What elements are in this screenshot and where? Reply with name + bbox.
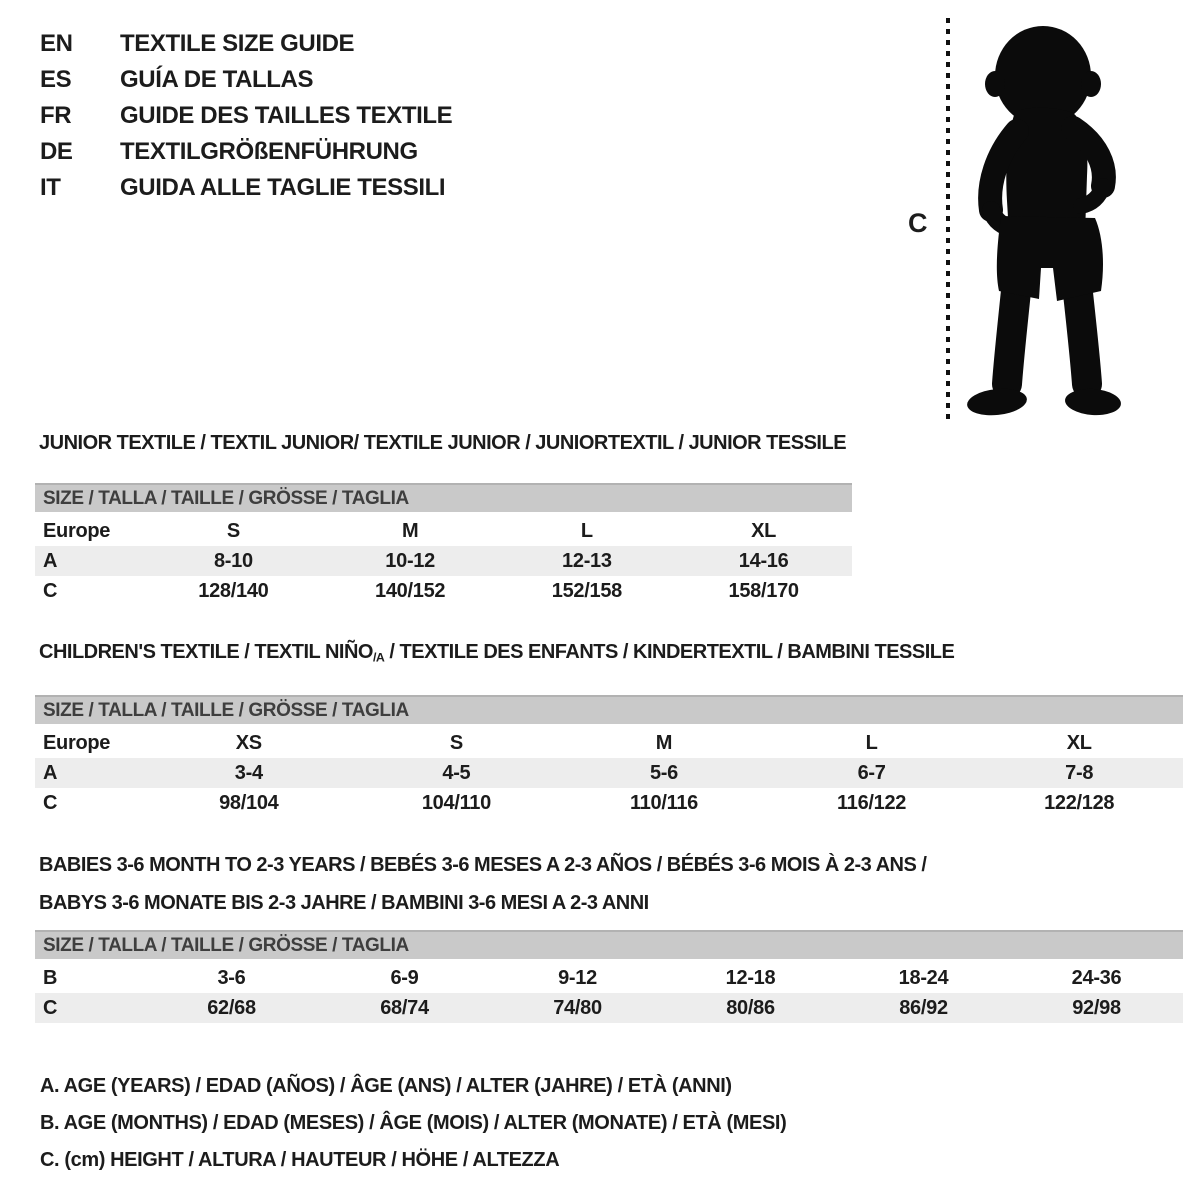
babies-size-table [35, 930, 1183, 1023]
language-code: IT [40, 174, 61, 201]
language-row [40, 170, 452, 206]
children-title-sub: /A [372, 650, 385, 665]
column-header: S [226, 519, 240, 542]
cell-value: 62/68 [207, 996, 256, 1019]
size-header-label: SIZE / TALLA / TAILLE / GRÖSSE / TAGLIA [43, 487, 409, 509]
cell-value: 18-24 [898, 966, 949, 989]
height-measure-label: C [908, 208, 928, 238]
language-title: GUIDA ALLE TAGLIE TESSILI [120, 174, 446, 201]
cell-value: 68/74 [380, 996, 429, 1019]
cell-value: 14-16 [738, 549, 789, 572]
table-row [35, 993, 1183, 1023]
language-row [40, 134, 452, 170]
cell-value: 98/104 [219, 791, 279, 814]
babies-section-title [39, 846, 926, 922]
cell-value: 110/116 [629, 791, 698, 814]
column-header: XL [1066, 731, 1092, 754]
table-row [35, 758, 1183, 788]
column-header-row [35, 516, 852, 546]
region-label: Europe [43, 731, 111, 754]
size-header-label: SIZE / TALLA / TAILLE / GRÖSSE / TAGLIA [43, 934, 409, 956]
cell-value: 3-4 [234, 761, 263, 784]
language-row [40, 62, 452, 98]
cell-value: 8-10 [213, 549, 253, 572]
junior-size-table [35, 483, 852, 606]
column-header: L [865, 731, 878, 754]
legend-line-a: A. AGE (YEARS) / EDAD (AÑOS) / ÂGE (ANS) / ALTER (JAHRE) / ETÀ (ANNI) [40, 1075, 732, 1097]
column-header: M [655, 731, 673, 754]
language-code: ES [40, 66, 72, 93]
cell-value: 10-12 [385, 549, 435, 572]
cell-value: 104/110 [421, 791, 491, 814]
cell-value: 128/140 [198, 579, 269, 602]
table-row [35, 576, 852, 606]
column-header: XS [235, 731, 262, 754]
column-header: S [449, 731, 463, 754]
babies-title-line2: BABYS 3-6 MONATE BIS 2-3 JAHRE / BAMBINI 3-6 MESI A 2-3 ANNI [39, 892, 649, 914]
cell-value: 3-6 [217, 966, 246, 989]
children-size-table [35, 695, 1183, 818]
toddler-silhouette-icon [955, 16, 1145, 425]
children-section-title [39, 641, 954, 664]
row-label: A [43, 549, 58, 572]
language-title: TEXTILE SIZE GUIDE [120, 30, 355, 57]
language-code: EN [40, 30, 73, 57]
cell-value: 9-12 [558, 966, 597, 989]
language-title: GUIDE DES TAILLES TEXTILE [120, 102, 453, 129]
children-title-pre: CHILDREN'S TEXTILE / TEXTIL NIÑO [39, 641, 373, 663]
column-header-row [35, 728, 1183, 758]
region-label: Europe [43, 519, 111, 542]
table-row [35, 788, 1183, 818]
table-row [35, 963, 1183, 993]
cell-value: 74/80 [553, 996, 602, 1019]
cell-value: 158/170 [728, 579, 799, 602]
junior-section-title: JUNIOR TEXTILE / TEXTIL JUNIOR/ TEXTILE JUNIOR / JUNIORTEXTIL / JUNIOR TESSILE [39, 432, 847, 454]
measure-legend [40, 1068, 786, 1179]
cell-value: 80/86 [726, 996, 775, 1019]
column-header: XL [751, 519, 777, 542]
row-label: C [43, 996, 58, 1019]
legend-line-b: B. AGE (MONTHS) / EDAD (MESES) / ÂGE (MOIS) / ALTER (MONATE) / ETÀ (MESI) [40, 1112, 787, 1134]
cell-value: 24-36 [1071, 966, 1122, 989]
height-measure-dashed-line [946, 18, 950, 420]
cell-value: 140/152 [375, 579, 446, 602]
row-label: C [43, 791, 58, 814]
cell-value: 7-8 [1065, 761, 1094, 784]
cell-value: 4-5 [442, 761, 471, 784]
cell-value: 6-7 [857, 761, 886, 784]
language-row [40, 98, 452, 134]
row-label: B [43, 966, 58, 989]
toddler-silhouette-svg [955, 16, 1145, 420]
cell-value: 116/122 [837, 791, 907, 814]
language-title: GUÍA DE TALLAS [120, 66, 314, 93]
language-code: FR [40, 102, 72, 129]
cell-value: 122/128 [1044, 791, 1115, 814]
column-header: M [401, 519, 419, 542]
language-code: DE [40, 138, 73, 165]
cell-value: 92/98 [1072, 996, 1121, 1019]
column-header: L [580, 519, 593, 542]
language-title-block [40, 26, 452, 206]
row-label: A [43, 761, 58, 784]
legend-line-c: C. (cm) HEIGHT / ALTURA / HAUTEUR / HÖHE / ALTEZZA [40, 1149, 560, 1171]
size-header-bar [35, 483, 852, 512]
cell-value: 12-13 [562, 549, 612, 572]
table-row [35, 546, 852, 576]
cell-value: 12-18 [725, 966, 776, 989]
size-header-bar [35, 930, 1183, 959]
cell-value: 5-6 [649, 761, 678, 784]
size-header-label: SIZE / TALLA / TAILLE / GRÖSSE / TAGLIA [43, 699, 409, 721]
cell-value: 86/92 [899, 996, 948, 1019]
babies-title-line1: BABIES 3-6 MONTH TO 2-3 YEARS / BEBÉS 3-6 MESES A 2-3 AÑOS / BÉBÉS 3-6 MOIS À 2-3 ANS / [39, 854, 927, 876]
row-label: C [43, 579, 58, 602]
size-header-bar [35, 695, 1183, 724]
language-title: TEXTILGRÖßENFÜHRUNG [120, 138, 418, 165]
cell-value: 6-9 [390, 966, 419, 989]
language-row [40, 26, 452, 62]
cell-value: 152/158 [551, 579, 622, 602]
children-title-post: / TEXTILE DES ENFANTS / KINDERTEXTIL / BAMBINI TESSILE [384, 641, 955, 663]
